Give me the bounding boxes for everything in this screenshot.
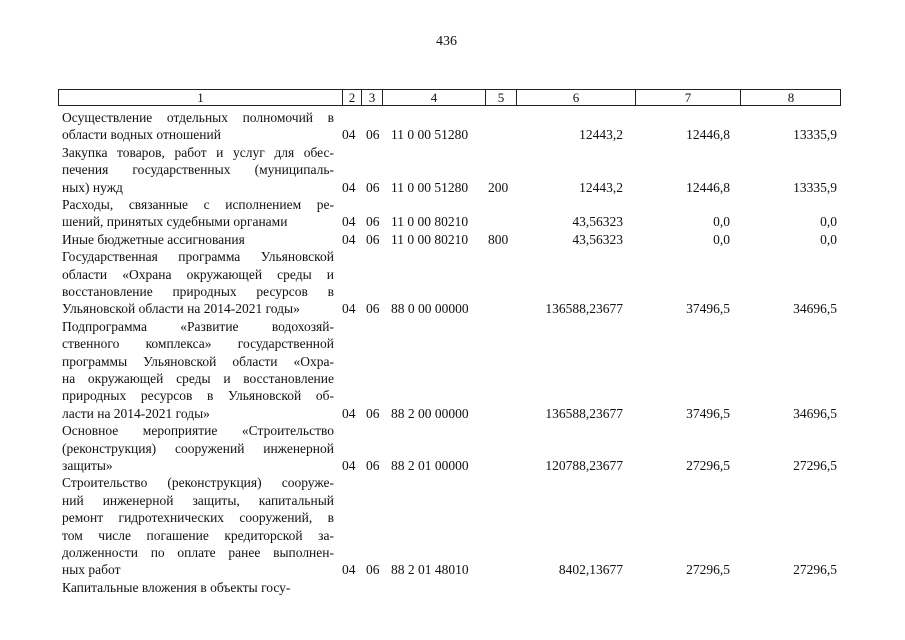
cell-c8: 13335,9 [793, 179, 837, 195]
row-description [62, 109, 334, 144]
description-line: том числе погашение кредиторской за- [62, 527, 334, 543]
description-line: Закупка товаров, работ и услуг для обес- [62, 144, 334, 160]
row-description [62, 248, 334, 318]
row-description [62, 144, 334, 196]
cell-c8: 27296,5 [793, 457, 837, 473]
table-row [0, 422, 905, 474]
row-description [62, 474, 334, 578]
cell-c4: 11 0 00 51280 [391, 179, 469, 195]
cell-c6: 136588,23677 [545, 405, 623, 421]
cell-c4: 88 2 01 48010 [391, 562, 469, 578]
cell-c5: 200 [488, 179, 509, 195]
table-row [0, 579, 905, 596]
cell-c2: 04 [342, 179, 356, 195]
description-line: ственного комплекса» государственной [62, 336, 334, 352]
header-col-5: 5 [485, 90, 516, 105]
header-col-8: 8 [740, 90, 841, 105]
cell-c7: 12446,8 [686, 179, 730, 195]
cell-c2: 04 [342, 301, 356, 317]
cell-c8: 0,0 [820, 214, 837, 230]
cell-c2: 04 [342, 457, 356, 473]
header-col-7: 7 [635, 90, 740, 105]
cell-c3: 06 [366, 457, 380, 473]
description-line: восстановление природных ресурсов в [62, 283, 334, 299]
table-row [0, 231, 905, 248]
cell-c6: 12443,2 [579, 179, 623, 195]
cell-c2: 04 [342, 127, 356, 143]
description-line: (реконструкция) сооружений инженерной [62, 440, 334, 456]
description-line: Подпрограмма «Развитие водохозяй- [62, 318, 334, 334]
row-description [62, 196, 334, 231]
cell-c7: 37496,5 [686, 405, 730, 421]
cell-c3: 06 [366, 405, 380, 421]
cell-c4: 11 0 00 80210 [391, 231, 469, 247]
cell-c3: 06 [366, 179, 380, 195]
description-line: долженности по оплате ранее выполнен- [62, 544, 334, 560]
header-col-6: 6 [516, 90, 635, 105]
header-col-1: 1 [197, 90, 204, 105]
cell-c4: 11 0 00 80210 [391, 214, 469, 230]
header-col-3: 3 [361, 90, 382, 105]
description-line: печения государственных (муниципаль- [62, 162, 334, 178]
header-col-2: 2 [342, 90, 361, 105]
cell-c8: 13335,9 [793, 127, 837, 143]
cell-c4: 88 0 00 00000 [391, 301, 469, 317]
cell-c7: 0,0 [713, 214, 730, 230]
cell-c2: 04 [342, 231, 356, 247]
cell-c6: 43,56323 [572, 231, 623, 247]
description-line: защиты» [62, 457, 113, 473]
cell-c4: 11 0 00 51280 [391, 127, 469, 143]
row-description [62, 579, 334, 596]
cell-c4: 88 2 01 00000 [391, 457, 469, 473]
description-line: Ульяновской области на 2014-2021 годы» [62, 301, 300, 317]
row-description [62, 422, 334, 474]
description-line: ных) нужд [62, 179, 123, 195]
description-line: Основное мероприятие «Строительство [62, 423, 334, 439]
cell-c2: 04 [342, 562, 356, 578]
cell-c7: 12446,8 [686, 127, 730, 143]
cell-c6: 43,56323 [572, 214, 623, 230]
cell-c7: 27296,5 [686, 457, 730, 473]
header-col-4: 4 [382, 90, 485, 105]
row-description [62, 231, 334, 248]
cell-c3: 06 [366, 301, 380, 317]
description-line: природных ресурсов в Ульяновской об- [62, 388, 334, 404]
description-line: Осуществление отдельных полномочий в [62, 110, 334, 125]
cell-c6: 8402,13677 [558, 562, 623, 578]
table-row [0, 248, 905, 318]
cell-c6: 136588,23677 [545, 301, 623, 317]
description-line: на окружающей среды и восстановление [62, 370, 334, 386]
cell-c4: 88 2 00 00000 [391, 405, 469, 421]
description-line: программы Ульяновской области «Охра- [62, 353, 334, 369]
cell-c8: 27296,5 [793, 562, 837, 578]
cell-c3: 06 [366, 562, 380, 578]
cell-c6: 12443,2 [579, 127, 623, 143]
cell-c7: 27296,5 [686, 562, 730, 578]
cell-c7: 37496,5 [686, 301, 730, 317]
description-line: шений, принятых судебными органами [62, 214, 288, 230]
table-row [0, 196, 905, 231]
cell-c5: 800 [488, 231, 509, 247]
description-line: Капитальные вложения в объекты госу- [62, 579, 291, 595]
cell-c6: 120788,23677 [545, 457, 623, 473]
cell-c8: 0,0 [820, 231, 837, 247]
description-line: Расходы, связанные с исполнением ре- [62, 197, 334, 212]
description-line: ласти на 2014-2021 годы» [62, 405, 210, 421]
cell-c2: 04 [342, 214, 356, 230]
table-row [0, 474, 905, 578]
description-line: Строительство (реконструкция) сооруже- [62, 475, 334, 491]
cell-c3: 06 [366, 127, 380, 143]
cell-c8: 34696,5 [793, 301, 837, 317]
table-row [0, 144, 905, 196]
description-line: ремонт гидротехнических сооружений, в [62, 510, 334, 526]
cell-c8: 34696,5 [793, 405, 837, 421]
table-row [0, 109, 905, 144]
row-description [62, 318, 334, 422]
description-line: области «Охрана окружающей среды и [62, 266, 334, 282]
table-row [0, 318, 905, 422]
cell-c7: 0,0 [713, 231, 730, 247]
description-line: ных работ [62, 562, 121, 578]
cell-c3: 06 [366, 231, 380, 247]
description-line: Иные бюджетные ассигнования [62, 231, 245, 247]
page-number: 436 [436, 34, 457, 49]
cell-c3: 06 [366, 214, 380, 230]
description-line: ний инженерной защиты, капитальный [62, 492, 334, 508]
description-line: области водных отношений [62, 127, 221, 143]
cell-c2: 04 [342, 405, 356, 421]
description-line: Государственная программа Ульяновской [62, 249, 334, 265]
